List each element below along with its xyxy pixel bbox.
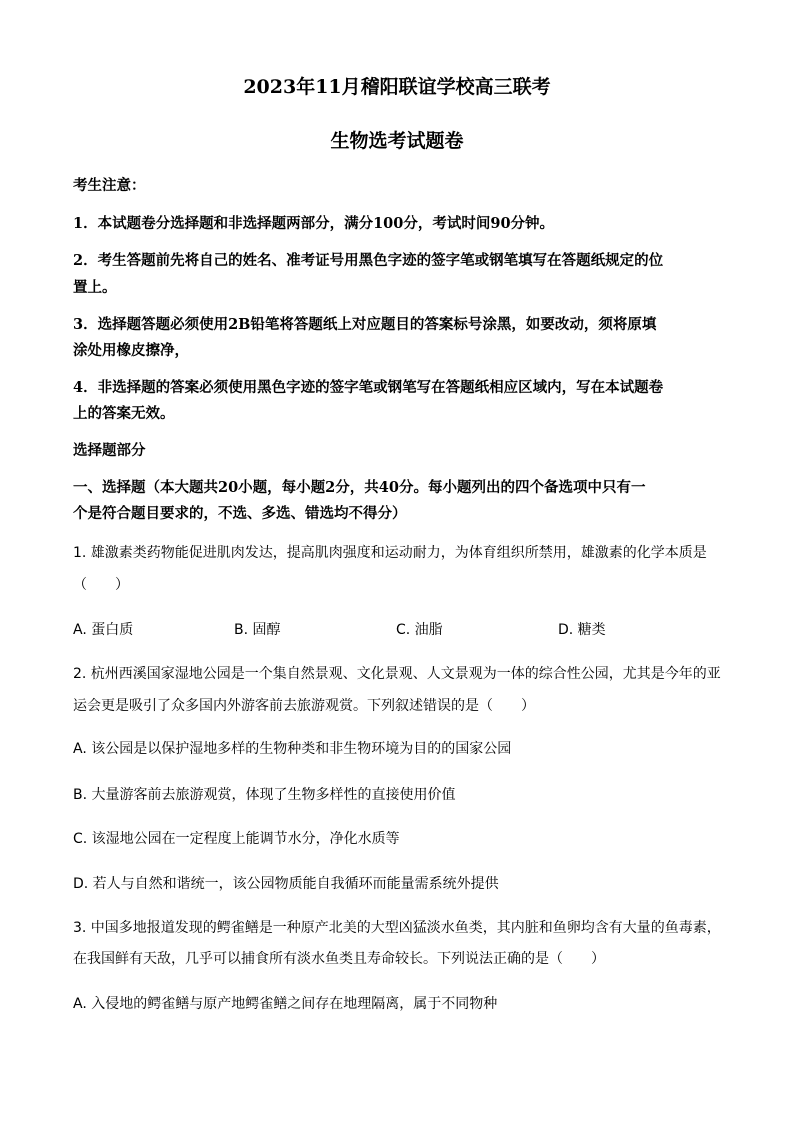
notice-item-3-cont: 涂处用橡皮擦净， (73, 342, 189, 359)
page-title: 2023年11月稽阳联谊学校高三联考 (243, 76, 551, 98)
question-1-stem: 1. 雄激素类药物能促进肌肉发达，提高肌肉强度和运动耐力，为体育组织所禁用，雄激素的化学本质是 (73, 545, 707, 561)
notice-item-3: 3．选择题答题必须使用2B铅笔将答题纸上对应题目的答案标号涂黑，如要改动，须将原填 (73, 316, 657, 333)
notice-item-2: 2．考生答题前先将自己的姓名、准考证号用黑色字迹的签字笔或钢笔填写在答题纸规定的位 (73, 252, 664, 269)
question-3-option-a: A. 入侵地的鳄雀鳝与原产地鳄雀鳝之间存在地理隔离，属于不同物种 (73, 996, 498, 1012)
part-title: 选择题部分 (73, 442, 146, 459)
question-2-option-a: A. 该公园是以保护湿地多样的生物种类和非生物环境为目的的国家公园 (73, 741, 512, 757)
question-3-stem: 3. 中国多地报道发现的鳄雀鳝是一种原产北美的大型凶猛淡水鱼类，其内脏和鱼卵均含有大量的鱼毒素， (73, 920, 721, 936)
question-2-stem: 2. 杭州西溪国家湿地公园是一个集自然景观、文化景观、人文景观为一体的综合性公园，尤其是今年的亚 (73, 666, 721, 682)
notice-heading: 考生注意： (73, 177, 146, 194)
notice-item-1: 1．本试题卷分选择题和非选择题两部分，满分100分，考试时间90分钟。 (73, 215, 555, 232)
question-2-stem-cont: 运会更是吸引了众多国内外游客前去旅游观赏。下列叙述错误的是（ ） (73, 698, 535, 714)
question-1-option-c: C. 油脂 (396, 622, 443, 638)
question-3-stem-cont: 在我国鲜有天敌，几乎可以捕食所有淡水鱼类且寿命较长。下列说法正确的是（ ） (73, 951, 605, 967)
question-1-option-d: D. 糖类 (558, 622, 606, 638)
question-2-option-b: B. 大量游客前去旅游观赏，体现了生物多样性的直接使用价值 (73, 787, 456, 803)
section-heading: 一、选择题（本大题共20小题，每小题2分，共40分。每小题列出的四个备选项中只有一 (73, 479, 646, 496)
section-heading-cont: 个是符合题目要求的，不选、多选、错选均不得分） (73, 505, 407, 522)
question-1-option-b: B. 固醇 (234, 622, 281, 638)
question-2-option-d: D. 若人与自然和谐统一，该公园物质能自我循环而能量需系统外提供 (73, 876, 499, 892)
page-subtitle: 生物选考试题卷 (330, 130, 464, 152)
question-1-stem-cont: （ ） (73, 577, 129, 593)
notice-item-4: 4．非选择题的答案必须使用黑色字迹的签字笔或钢笔写在答题纸相应区域内，写在本试题卷 (73, 379, 664, 396)
question-2-option-c: C. 该湿地公园在一定程度上能调节水分，净化水质等 (73, 831, 400, 847)
notice-item-2-cont: 置上。 (73, 279, 117, 296)
question-1-option-a: A. 蛋白质 (73, 622, 134, 638)
notice-item-4-cont: 上的答案无效。 (73, 405, 175, 422)
